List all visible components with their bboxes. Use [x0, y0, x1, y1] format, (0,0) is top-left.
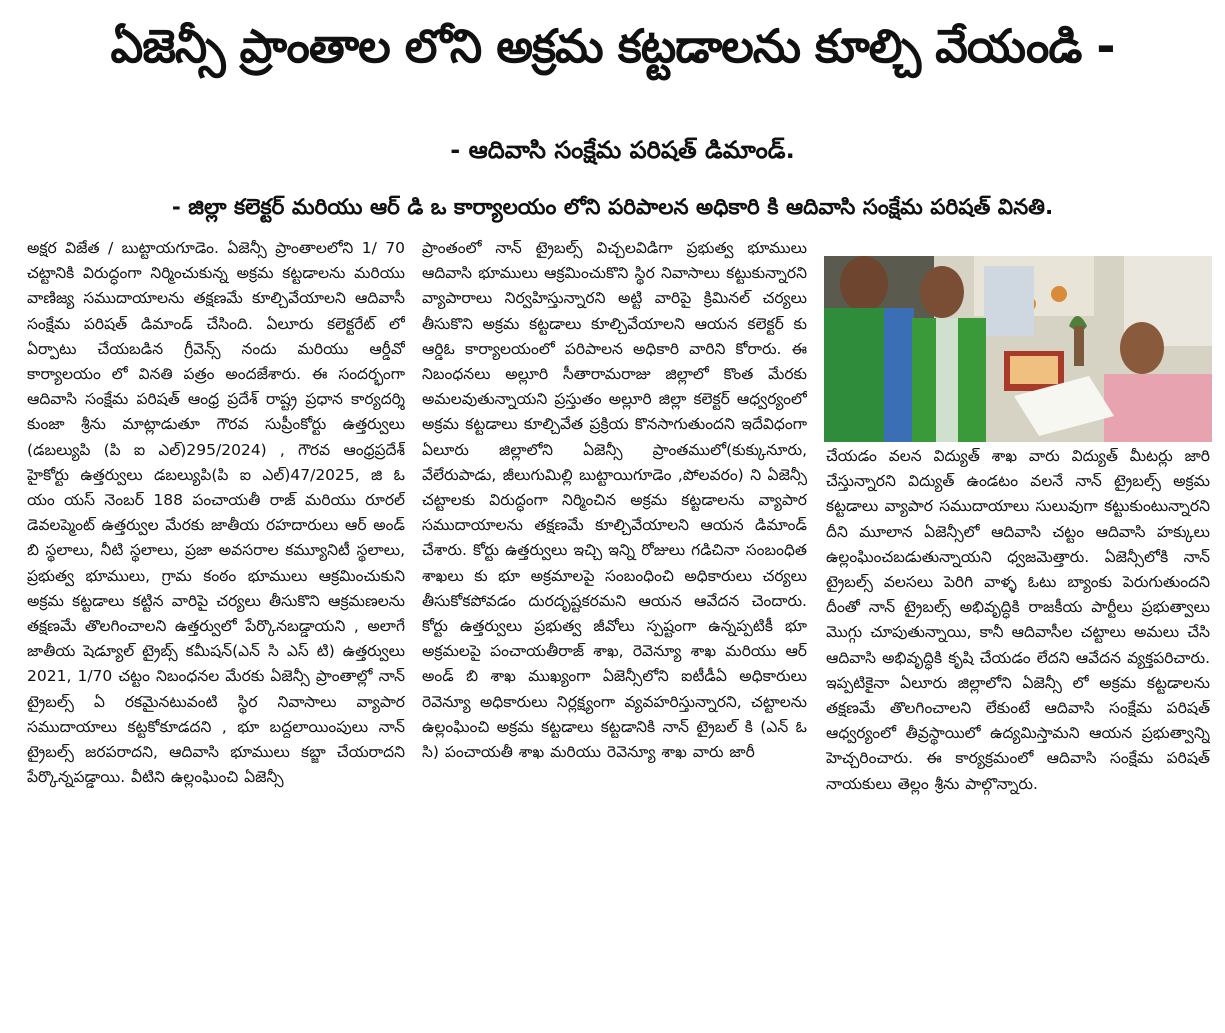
column-3-text: చేయడం వలన విద్యుత్ శాఖ వారు విద్యుత్ మీటర్లు జారి చేస్తున్నారని విద్యుత్ ఉండటం వలనే నాన్ ట్రైబల్స్ అక్రమ కట్టడాలు వ్యాపార సముదాయాలు సులువుగా కట్టుకుంటున్నారని దీని మూలాన ఏజెన్సీలో ఆదివాసి చట్టం ఆదివాసి హక్కులు ఉల్లంఘించబడుతున్నాయని ధ్వజమెత్తారు. ఏజెన్సీలోకి నాన్ ట్రైబల్స్ వలసలు పెరిగి వాళ్ళ ఓటు బ్యాంకు పెరుగుతుందని దీంతో నాన్ ట్రైబల్స్ అభివృద్ధికి రాజకీయ పార్టీలు ప్రభుత్వాలు మొగ్గు చూపుతున్నాయి, కానీ ఆదివాసీల చట్టాలు అమలు చేసి ఆదివాసి అభివృద్ధికి కృషి చేయడం లేదని ఆవేదన వ్యక్తపరిచారు. ఇప్పటికైనా ఏలూరు జిల్లాలోని ఏజెన్సీ లో అక్రమ కట్టడాలను తక్షణమే తొలగించాలని లేకుంటే ఆదివాసి సంక్షేమ పరిషత్ ఆధ్వర్యంలో తీవ్రస్థాయిలో ఉద్యమిస్తామని ఆయన ప్రభుత్వాన్ని హెచ్చరించారు. ఈ కార్యక్రమంలో ఆదివాసి సంక్షేమ పరిషత్ నాయకులు తెల్లం శ్రీను పాల్గొన్నారు. — [826, 447, 1210, 793]
article-column-2 — [422, 236, 807, 1028]
news-photo — [824, 256, 1212, 442]
article-column-3 — [826, 444, 1210, 984]
subheadline-demand: - ఆదివాసి సంక్షేమ పరిషత్ డిమాండ్. — [450, 136, 795, 164]
headline: ఏజెన్సీ ప్రాంతాల లోని అక్రమ కట్టడాలను కూల్చి వేయండి - — [110, 19, 1115, 73]
subheadline-petition: - జిల్లా కలెక్టర్ మరియు ఆర్ డి ఒ కార్యాలయం లోని పరిపాలన అధికారి కి ఆదివాసి సంక్షేమ పరిషత్ వినతి. — [171, 195, 1054, 220]
article-column-1 — [27, 236, 405, 1028]
petition-handover-photo-icon — [824, 256, 1212, 442]
column-2-text: ప్రాంతంలో నాన్ ట్రైబల్స్ విచ్చలవిడిగా ప్రభుత్వ భూములు ఆదివాసి భూములు ఆక్రమించుకొని స్థిర నివాసాలు కట్టుకున్నారని వ్యాపారాలు నిర్వహిస్తున్నారని అట్టి వారిపై క్రిమినల్ చర్యలు తీసుకొని అక్రమ కట్టడాలు కూల్చివేయాలని ఆయన కలెక్టర్ కు ఆర్డిఓ కార్యాలయంలో పరిపాలన అధికారి వారిని కోరారు. ఈ నిబంధనలు అల్లూరి సీతారామరాజు జిల్లాలో కొంత మేరకు అమలవుతున్నాయని ప్రస్తుతం అల్లూరి జిల్లా కలెక్టర్ ఆధ్వర్యంలో అక్రమ కట్టడాలు కూల్చివేత ప్రక్రియ కొనసాగుతుందని ఇదేవిధంగా ఏలూరు జిల్లాలోని ఏజెన్సీ ప్రాంతములో(కుక్కునూరు, వేలేరుపాడు, జీలుగుమిల్లి బుట్టాయిగూడెం ,పోలవరం) ని ఏజెన్సీ చట్టాలకు విరుద్ధంగా నిర్మించిన అక్రమ కట్టడాలను వ్యాపార సముదాయాలను తక్షణమే కూల్చివేయాలని ఆయన డిమాండ్ చేశారు. కోర్టు ఉత్తర్వులు ఇచ్చి ఇన్ని రోజులు గడిచినా సంబంధిత శాఖలు కు భూ అక్రమాలపై సంబంధించి అధికారులు చర్యలు తీసుకోకపోవడం దురదృష్టకరమని ఆయన ఆవేదన చెందారు. కోర్టు ఉత్తర్వులు ప్రభుత్వ జీవోలు స్పష్టంగా ఉన్నప్పటికీ భూ అక్రమలపై పంచాయతీరాజ్ శాఖ, రెవెన్యూ శాఖ మరియు ఆర్ అండ్ బి శాఖ ముఖ్యంగా ఏజెన్సీలోని ఐటీడీఏ అధికారులు రెవెన్యూ అధికారులు నిర్లక్ష్యంగా వ్యవహరిస్తున్నారని, చట్టాలను ఉల్లంఘించి అక్రమ కట్టడాలు కట్టడానికి నాన్ ట్రైబల్ కి (ఎన్ ఓ సి) పంచాయతీ శాఖ మరియు రెవెన్యూ శాఖ వారు జారీ — [422, 239, 807, 762]
column-1-text: అక్షర విజేత / బుట్టాయగూడెం. ఏజెన్సీ ప్రాంతాలలోని 1/ 70 చట్టానికి విరుద్ధంగా నిర్మించుకున్న అక్రమ కట్టడాలను మరియు వాణిజ్య సముదాయాలను తక్షణమే కూల్చివేయాలని ఆదివాసీ సంక్షేమ పరిషత్ డిమాండ్ చేసింది. ఏలూరు కలెక్టరేట్ లో ఏర్పాటు చేయబడిన గ్రీవెన్స్ నందు మరియు ఆర్డీవో కార్యాలయం లో వినతి పత్రం అందజేశారు. ఈ సందర్భంగా ఆదివాసి సంక్షేమ పరిషత్ ఆంధ్ర ప్రదేశ్ రాష్ట్ర ప్రధాన కార్యదర్శి కుంజా శ్రీను మాట్లాడుతూ గౌరవ సుప్రీంకోర్టు ఉత్తర్వులు (డబల్యుపి (పి ఐ ఎల్)295/2024) , గౌరవ ఆంధ్రప్రదేశ్ హైకోర్టు ఉత్తర్వులు డబల్యుపి(పి ఐ ఎల్)47/2025, జి ఓ యం యస్ నెంబర్ 188 పంచాయతీ రాజ్ మరియు రూరల్ డెవలప్మెంట్ ఉత్తర్వుల మేరకు జాతీయ రహదారులు ఆర్ అండ్ బి స్థలాలు, నీటి స్థలాలు, ప్రజా అవసరాల కమ్యూనిటీ స్థలాలు, ప్రభుత్వ భూములు, గ్రామ కంఠం భూములు ఆక్రమించుకుని అక్రమ కట్టడాలు కట్టిన వారిపై చర్యలు తీసుకొని ఆక్రమణలను తక్షణమే తొలగించాలని ఉత్తర్వులో పేర్కొనబడ్డాయని , అలాగే జాతీయ షెడ్యూల్ ట్రైబ్స్ కమీషన్(ఎన్ సి ఎస్ టి) ఉత్తర్వులు 2021, 1/70 చట్టం నిబంధనల మేరకు ఏజెన్సీ ప్రాంతాల్లో నాన్ ట్రైబల్స్ ఏ రకమైనటువంటి స్థిర నివాసాలు వ్యాపార సముదాయాలు కట్టకోకూడదని , భూ బద్దలాయింపులు నాన్ ట్రైబల్స్ జరపరాదని, ఆదివాసి భూములు కబ్జా చేయరాదని పేర్కొన్నపడ్డాయి. వీటిని ఉల్లంఘించి ఏజెన్సీ — [27, 239, 405, 787]
